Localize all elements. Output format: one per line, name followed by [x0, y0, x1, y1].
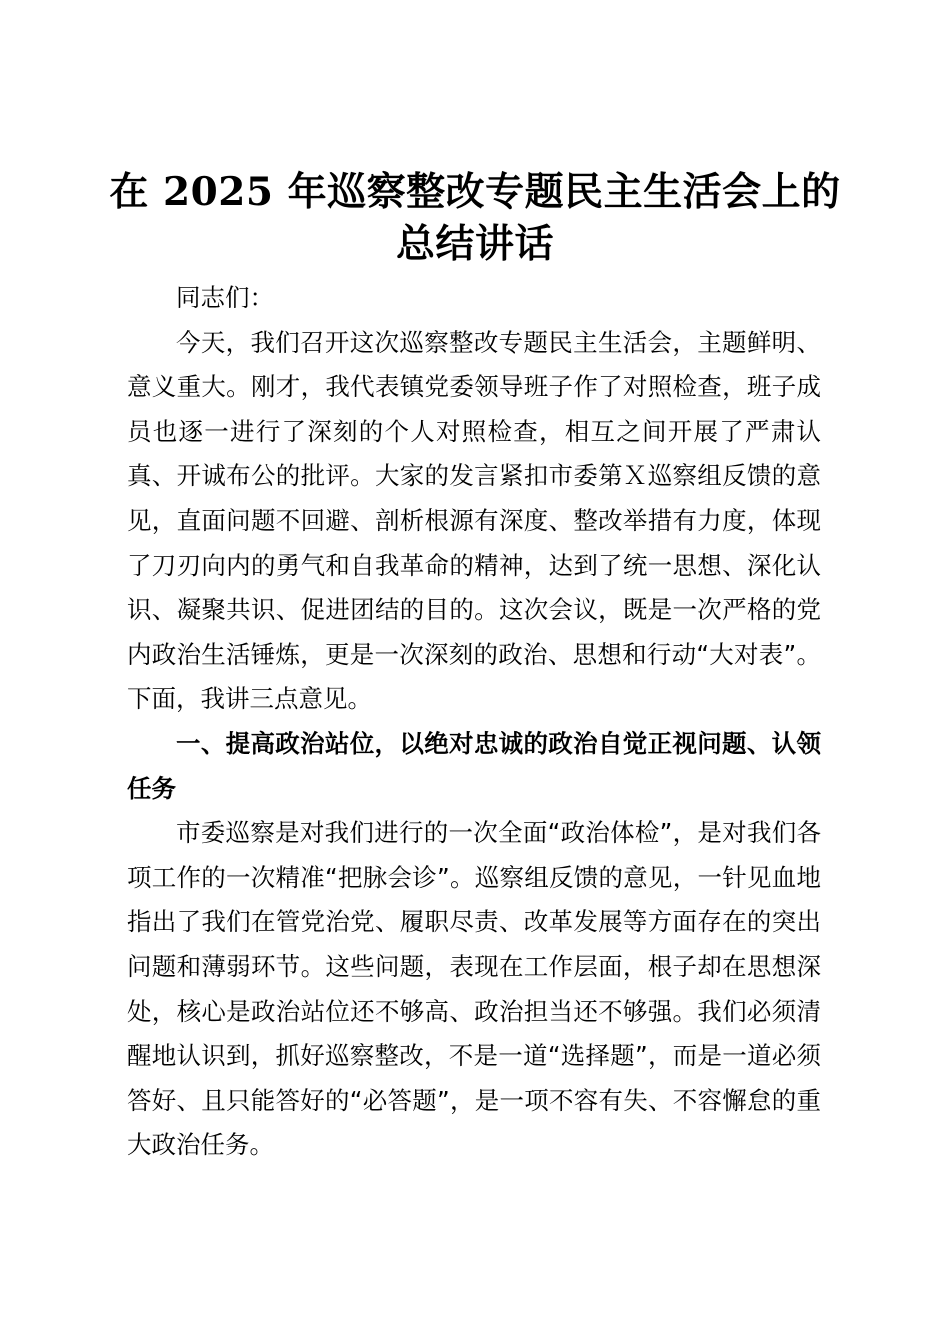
document-body [127, 276, 821, 1168]
salutation: 同志们： [176, 283, 274, 312]
document-title: 在 2025 年巡察整改专题民主生活会上的总结讲话 [109, 169, 841, 267]
body-paragraph: 市委巡察是对我们进行的一次全面“政治体检”，是对我们各项工作的一次精准“把脉会诊”。巡察组反馈的意见，一针见血地指出了我们在管党治党、履职尽责、改革发展等方面存在的突出问题和薄弱环节。这些问题，表现在工作层面，根子却在思想深处，核心是政治站位还不够高、政治担当还不够强。我们必须清醒地认识到，抓好巡察整改，不是一道“选择题”，而是一道必须答好、且只能答好的“必答题”，是一项不容有失、不容懈怠的重大政治任务。 [127, 818, 821, 1160]
body-paragraph: 今天，我们召开这次巡察整改专题民主生活会，主题鲜明、意义重大。刚才，我代表镇党委领导班子作了对照检查，班子成员也逐一进行了深刻的个人对照检查，相互之间开展了严肃认真、开诚布公的批评。大家的发言紧扣市委第Ｘ巡察组反馈的意见，直面问题不回避、剖析根源有深度、整改举措有力度，体现了刀刃向内的勇气和自我革命的精神，达到了统一思想、深化认识、凝聚共识、促进团结的目的。这次会议，既是一次严格的党内政治生活锤炼，更是一次深刻的政治、思想和行动“大对表”。下面，我讲三点意见。 [127, 327, 821, 714]
section-heading: 一、提高政治站位，以绝对忠诚的政治自觉正视问题、认领任务 [127, 728, 821, 803]
